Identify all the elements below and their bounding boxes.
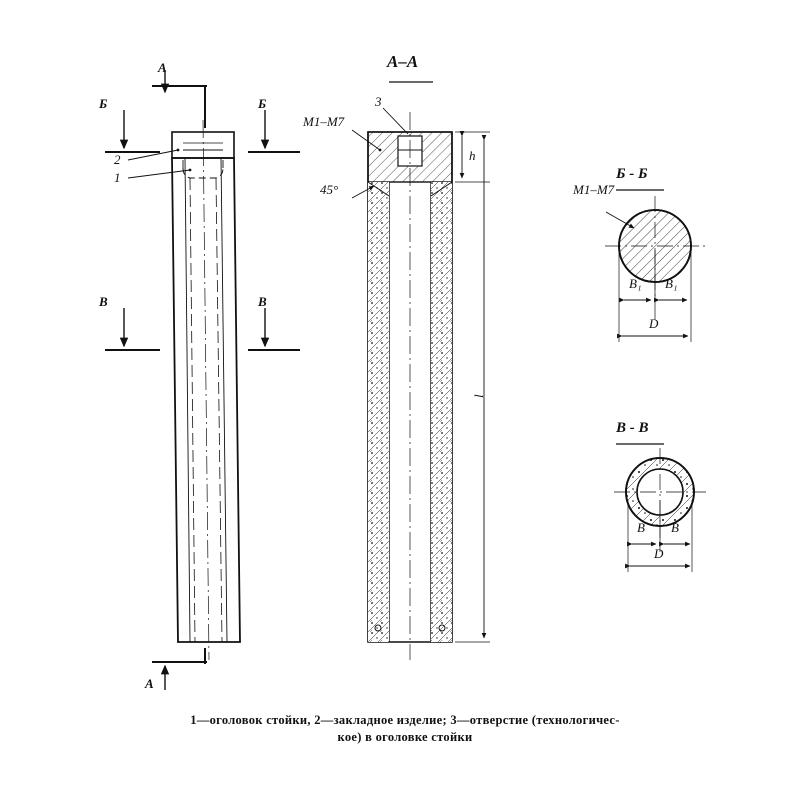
section-bb-title: Б - Б [616,166,648,182]
mark-a-top-label: А [158,60,167,75]
caption-line-1: 1—оголовок стойки, 2—закладное изделие; 3—отверстие (технологичес- [190,713,620,727]
mark-v-right-label: В [258,294,267,309]
figure-caption [60,712,750,746]
section-vv-title: В - В [616,420,649,436]
mark-b-left-label: Б [99,96,108,111]
embedded-parts-aa-label: М1–М7 [303,114,345,129]
hole-number-label: 3 [375,94,382,109]
dim-h-label: h [469,148,476,163]
leader-2-label: 2 [114,152,121,167]
dim-l-label: l [471,394,486,398]
dim-b1-left-label: B₁ [629,276,642,291]
dim-b-right-label: B [671,520,679,535]
dim-d-vv-label: D [654,546,664,561]
main-elevation-view [105,70,300,690]
mark-a-bottom-label: А [145,676,154,691]
section-aa-title: А–А [387,52,419,71]
leader-1-label: 1 [114,170,121,185]
dim-d-bb-label: D [649,316,659,331]
mark-v-left-label: В [99,294,108,309]
angle-45-label: 45° [320,182,339,197]
mark-b-right-label: Б [258,96,267,111]
dim-b-left-label: B [637,520,645,535]
section-aa-view [352,82,490,660]
dim-b1-right-label: B₁ [665,276,678,291]
caption-line-2: кое) в оголовке стойки [337,730,473,744]
embedded-parts-bb-label: М1–М7 [573,182,615,197]
